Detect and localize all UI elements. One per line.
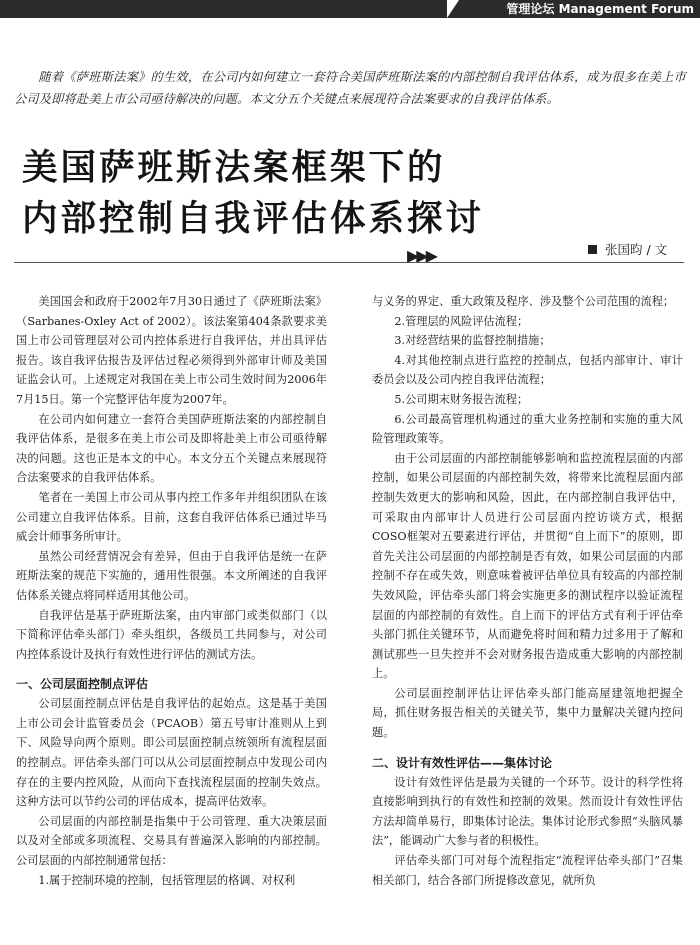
paragraph: 公司层面的内部控制是指集中于公司管理、重大决策层面以及对全部或多项流程、交易具有普遍深入影响的内部控制。公司层面的内部控制通常包括：: [16, 814, 327, 868]
header-chevron: [447, 0, 459, 18]
section-heading-2: 二、设计有效性评估——集体讨论: [372, 755, 553, 770]
paragraph: 笔者在一美国上市公司从事内控工作多年并组织团队在该公司建立自我评估体系。目前，这套自我评估体系已通过毕马威会计师事务所审计。: [16, 490, 327, 544]
header-band: [0, 0, 700, 18]
list-item: 4.对其他控制点进行监控的控制点，包括内部审计、审计委员会以及公司内控自我评估流程；: [372, 353, 683, 387]
paragraph: 虽然公司经营情况会有差异，但由于自我评估是统一在萨班斯法案的规范下实施的，通用性很强。本文所阐述的自我评估体系关键点将同样适用其他公司。: [16, 549, 327, 602]
paragraph: 美国国会和政府于2002年7月30日通过了《萨班斯法案》（Sarbanes-Oxley Act of 2002）。该法案第404条款要求美国上市公司管理层对公司内控体系进行自我评估，并出具评估报告。该自我评估报告及评估过程必须得到外部审计师及美国证监会认可。上述规定对我国在美上市公司生效时间为2006年7月15日。第一个完整评估年度为2007年。: [16, 295, 327, 406]
title-line-2: 内部控制自我评估体系探讨: [22, 198, 485, 239]
paragraph: 自我评估是基于萨班斯法案，由内审部门或类似部门（以下简称评估牵头部门）牵头组织，各级员工共同参与，对公司内控体系设计及执行有效性进行评估的测试方法。: [16, 608, 327, 661]
title-rule: [14, 262, 684, 263]
square-bullet-icon: [588, 245, 597, 254]
paragraph: 与义务的界定、重大政策及程序、涉及整个公司范围的流程；: [372, 295, 675, 308]
list-item: 3.对经营结果的监督控制措施；: [394, 334, 551, 348]
list-item: 1.属于控制环境的控制，包括管理层的格调、对权利: [38, 873, 296, 887]
lead-paragraph: 随着《萨班斯法案》的生效，在公司内如何建立一套符合美国萨班斯法案的内部控制自我评估体系，成为很多在美上市公司及即将赴美上市公司亟待解决的问题。本文分五个关键点来展现符合法案要求的自我评估体系。: [14, 70, 686, 106]
paragraph: 在公司内如何建立一套符合美国萨班斯法案的内部控制自我评估体系，是很多在美上市公司及即将赴美上市公司亟待解决的问题。这也正是本文的中心。本文分五个关键点来展现符合法案要求的自我评估体系。: [16, 412, 327, 485]
right-column: [372, 292, 683, 890]
paragraph: 设计有效性评估是最为关键的一个环节。设计的科学性将直接影响到执行的有效性和控制的效果。然而设计有效性评估方法却简单易行，即集体讨论法。集体讨论形式参照“头脑风暴法”，能调动广大参与者的积极性。: [372, 775, 683, 848]
triple-arrow-icon: ▶▶▶: [407, 246, 435, 265]
list-item: 6.公司最高管理机构通过的重大业务控制和实施的重大风险管理政策等。: [372, 412, 683, 446]
section-heading-1: 一、公司层面控制点评估: [16, 677, 149, 692]
left-column: [16, 292, 327, 890]
list-item: 2.管理层的风险评估流程；: [394, 314, 529, 328]
byline: [588, 241, 667, 259]
paragraph: 由于公司层面的内部控制能够影响和监控流程层面的内部控制，如果公司层面的内部控制失效，将带来比流程层面内部控制失效更大的影响和风险，因此，在内部控制自我评估中，可采取由内部审计人员进行公司层面内控访谈方式，根据COSO框架对五要素进行评估，并贯彻“自上而下”的原则，即首先关注公司层面的内部控制是否有效，如果公司层面的内部控制不存在或失效，则意味着被评估单位具有较高的内部控制失效风险，评估牵头部门将会实施更多的测试程序以验证流程层面的内部控制的有效性。自上而下的评估方式有利于评估牵头部门抓住关键环节，从而避免将时间和精力过多用于了解和测试那些一旦失控并不会对财务报告造成重大影响的内部控制上。: [372, 451, 683, 681]
paragraph: 评估牵头部门可对每个流程指定“流程评估牵头部门”召集相关部门，结合各部门所提修改意见，就所负: [372, 854, 683, 887]
list-item: 5.公司期末财务报告流程；: [394, 392, 529, 406]
paragraph: 公司层面控制点评估是自我评估的起始点。这是基于美国上市公司会计监管委员会（PCAOB）第五号审计准则从上到下、风险导向两个原则。即公司层面控制点统领所有流程层面的控制点。评估牵头部门可以从公司层面控制点中发现公司内存在的主要内控风险，从而向下查找流程层面的控制失效点。这种方法可以节约公司的评估成本，提高评估效率。: [16, 697, 327, 809]
article-title: [22, 142, 484, 244]
section-label: 管理论坛 Management Forum: [506, 2, 694, 16]
byline-text: 张国昀 / 文: [605, 242, 668, 257]
paragraph: 公司层面控制评估让评估牵头部门能高屋建瓴地把握全局，抓住财务报告相关的关键关节，集中力量解决关键内控问题。: [372, 686, 683, 740]
title-line-1: 美国萨班斯法案框架下的: [22, 147, 446, 188]
